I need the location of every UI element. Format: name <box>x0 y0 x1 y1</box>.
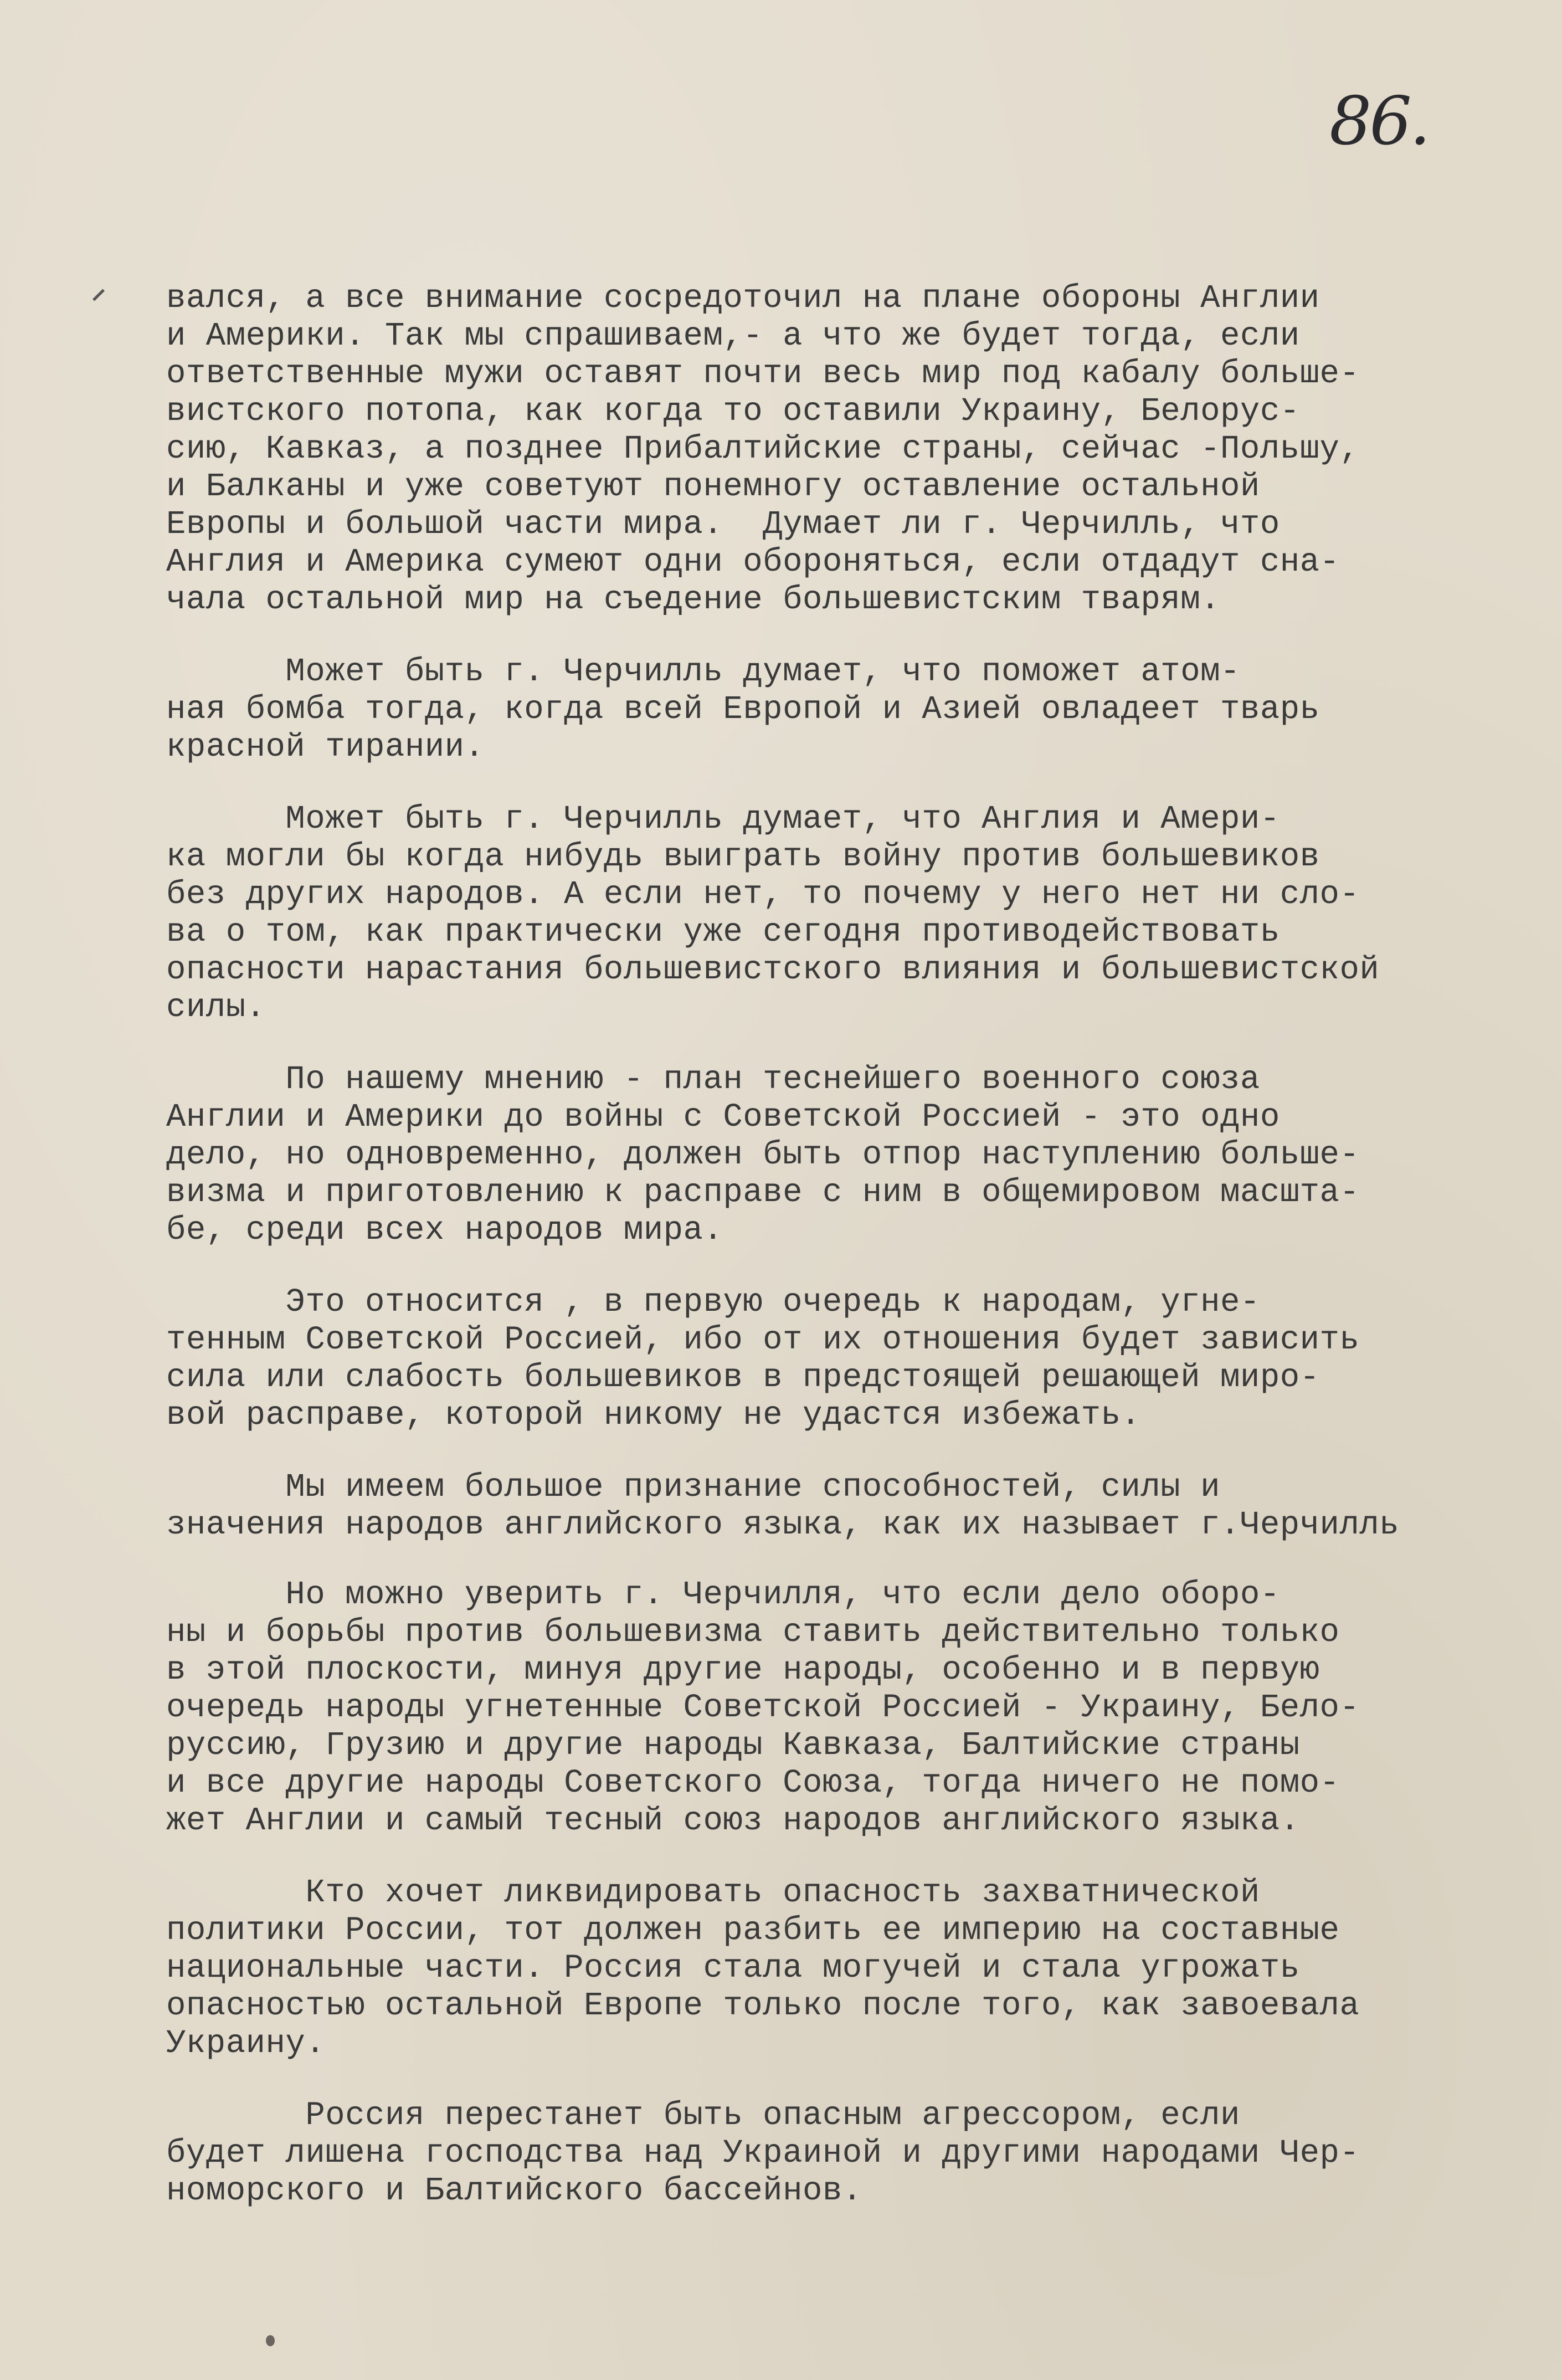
text-line: и Америки. Так мы спрашиваем,- а что же будет тогда, если <box>166 317 1300 355</box>
text-line: в этой плоскости, минуя другие народы, особенно и в первую <box>166 1651 1320 1689</box>
text-line: ная бомба тогда, когда всей Европой и Азией овладеет тварь <box>166 691 1320 728</box>
text-line: Может быть г. Черчилль думает, что поможет атом- <box>166 653 1240 690</box>
paragraph <box>166 280 1562 619</box>
text-line: опасностью остальной Европе только после того, как завоевала <box>166 1987 1360 2024</box>
paragraph <box>166 2097 1562 2210</box>
text-line: чала остальной мир на съедение большевистским тварям. <box>166 581 1221 618</box>
text-line: Но можно уверить г. Черчилля, что если дело оборо- <box>166 1576 1280 1613</box>
text-line: ны и борьбы против большевизма ставить действительно только <box>166 1614 1340 1651</box>
text-line: без других народов. А если нет, то почему у него нет ни сло- <box>166 876 1360 913</box>
text-line: Европы и большой части мира. Думает ли г. Черчилль, что <box>166 506 1280 543</box>
text-line: дело, но одновременно, должен быть отпор наступлению больше- <box>166 1136 1360 1173</box>
paragraph <box>166 653 1562 766</box>
text-line: Это относится , в первую очередь к народам, угне- <box>166 1284 1260 1321</box>
text-line: силы. <box>166 989 266 1026</box>
text-line: Мы имеем большое признание способностей, силы и <box>166 1469 1221 1506</box>
text-line: Может быть г. Черчилль думает, что Англия и Амери- <box>166 801 1280 838</box>
text-line: национальные части. Россия стала могучей и стала угрожать <box>166 1950 1300 1987</box>
text-line: вой расправе, которой никому не удастся избежать. <box>166 1397 1141 1434</box>
margin-mark <box>93 289 105 301</box>
text-line: ва о том, как практически уже сегодня противодействовать <box>166 914 1280 951</box>
text-line: визма и приготовлению к расправе с ним в общемировом масшта- <box>166 1174 1360 1211</box>
text-line: Англии и Америки до войны с Советской Россией - это одно <box>166 1099 1280 1136</box>
ink-dot <box>266 2335 275 2346</box>
paragraph <box>166 801 1562 1027</box>
paragraph <box>166 1576 1562 1840</box>
text-line: бе, среди всех народов мира. <box>166 1212 723 1249</box>
text-line: Россия перестанет быть опасным агрессором, если <box>166 2097 1240 2134</box>
paragraph <box>166 1469 1562 1544</box>
text-line: политики России, тот должен разбить ее империю на составные <box>166 1912 1340 1949</box>
text-line: вистского потопа, как когда то оставили Украину, Белорус- <box>166 393 1300 430</box>
text-line: По нашему мнению - план теснейшего военного союза <box>166 1061 1260 1098</box>
text-line: ка могли бы когда нибудь выиграть войну против большевиков <box>166 838 1320 875</box>
text-line: и Балканы и уже советуют понемногу оставление остальной <box>166 468 1260 505</box>
text-line: очередь народы угнетенные Советской Россией - Украину, Бело- <box>166 1689 1360 1726</box>
text-line: будет лишена господства над Украиной и другими народами Чер- <box>166 2135 1360 2172</box>
text-line: Украину. <box>166 2025 326 2062</box>
text-line: руссию, Грузию и другие народы Кавказа, Балтийские страны <box>166 1727 1300 1764</box>
paragraph <box>166 1284 1562 1434</box>
text-line: ответственные мужи оставят почти весь мир под кабалу больше- <box>166 355 1360 392</box>
text-line: опасности нарастания большевистского влияния и большевистской <box>166 951 1380 988</box>
paragraph <box>166 1061 1562 1249</box>
text-line: Англия и Америка сумеют одни обороняться, если отдадут сна- <box>166 543 1340 581</box>
text-line: значения народов английского языка, как их называет г.Черчилль <box>166 1506 1400 1543</box>
text-line: номорского и Балтийского бассейнов. <box>166 2172 862 2209</box>
text-line: Кто хочет ликвидировать опасность захватнической <box>166 1874 1260 1911</box>
paragraph <box>166 1874 1562 2063</box>
page-number: 86. <box>1329 83 1429 160</box>
text-line: красной тирании. <box>166 729 485 766</box>
text-line: тенным Советской Россией, ибо от их отношения будет зависить <box>166 1321 1360 1358</box>
text-line: вался, а все внимание сосредоточил на плане обороны Англии <box>166 280 1320 317</box>
text-line: сию, Кавказ, а позднее Прибалтийские страны, сейчас -Польшу, <box>166 430 1360 468</box>
text-line: жет Англии и самый тесный союз народов английского языка. <box>166 1802 1300 1839</box>
document-body <box>166 280 1562 2244</box>
text-line: сила или слабость большевиков в предстоящей решающей миро- <box>166 1359 1320 1396</box>
text-line: и все другие народы Советского Союза, тогда ничего не помо- <box>166 1765 1340 1802</box>
